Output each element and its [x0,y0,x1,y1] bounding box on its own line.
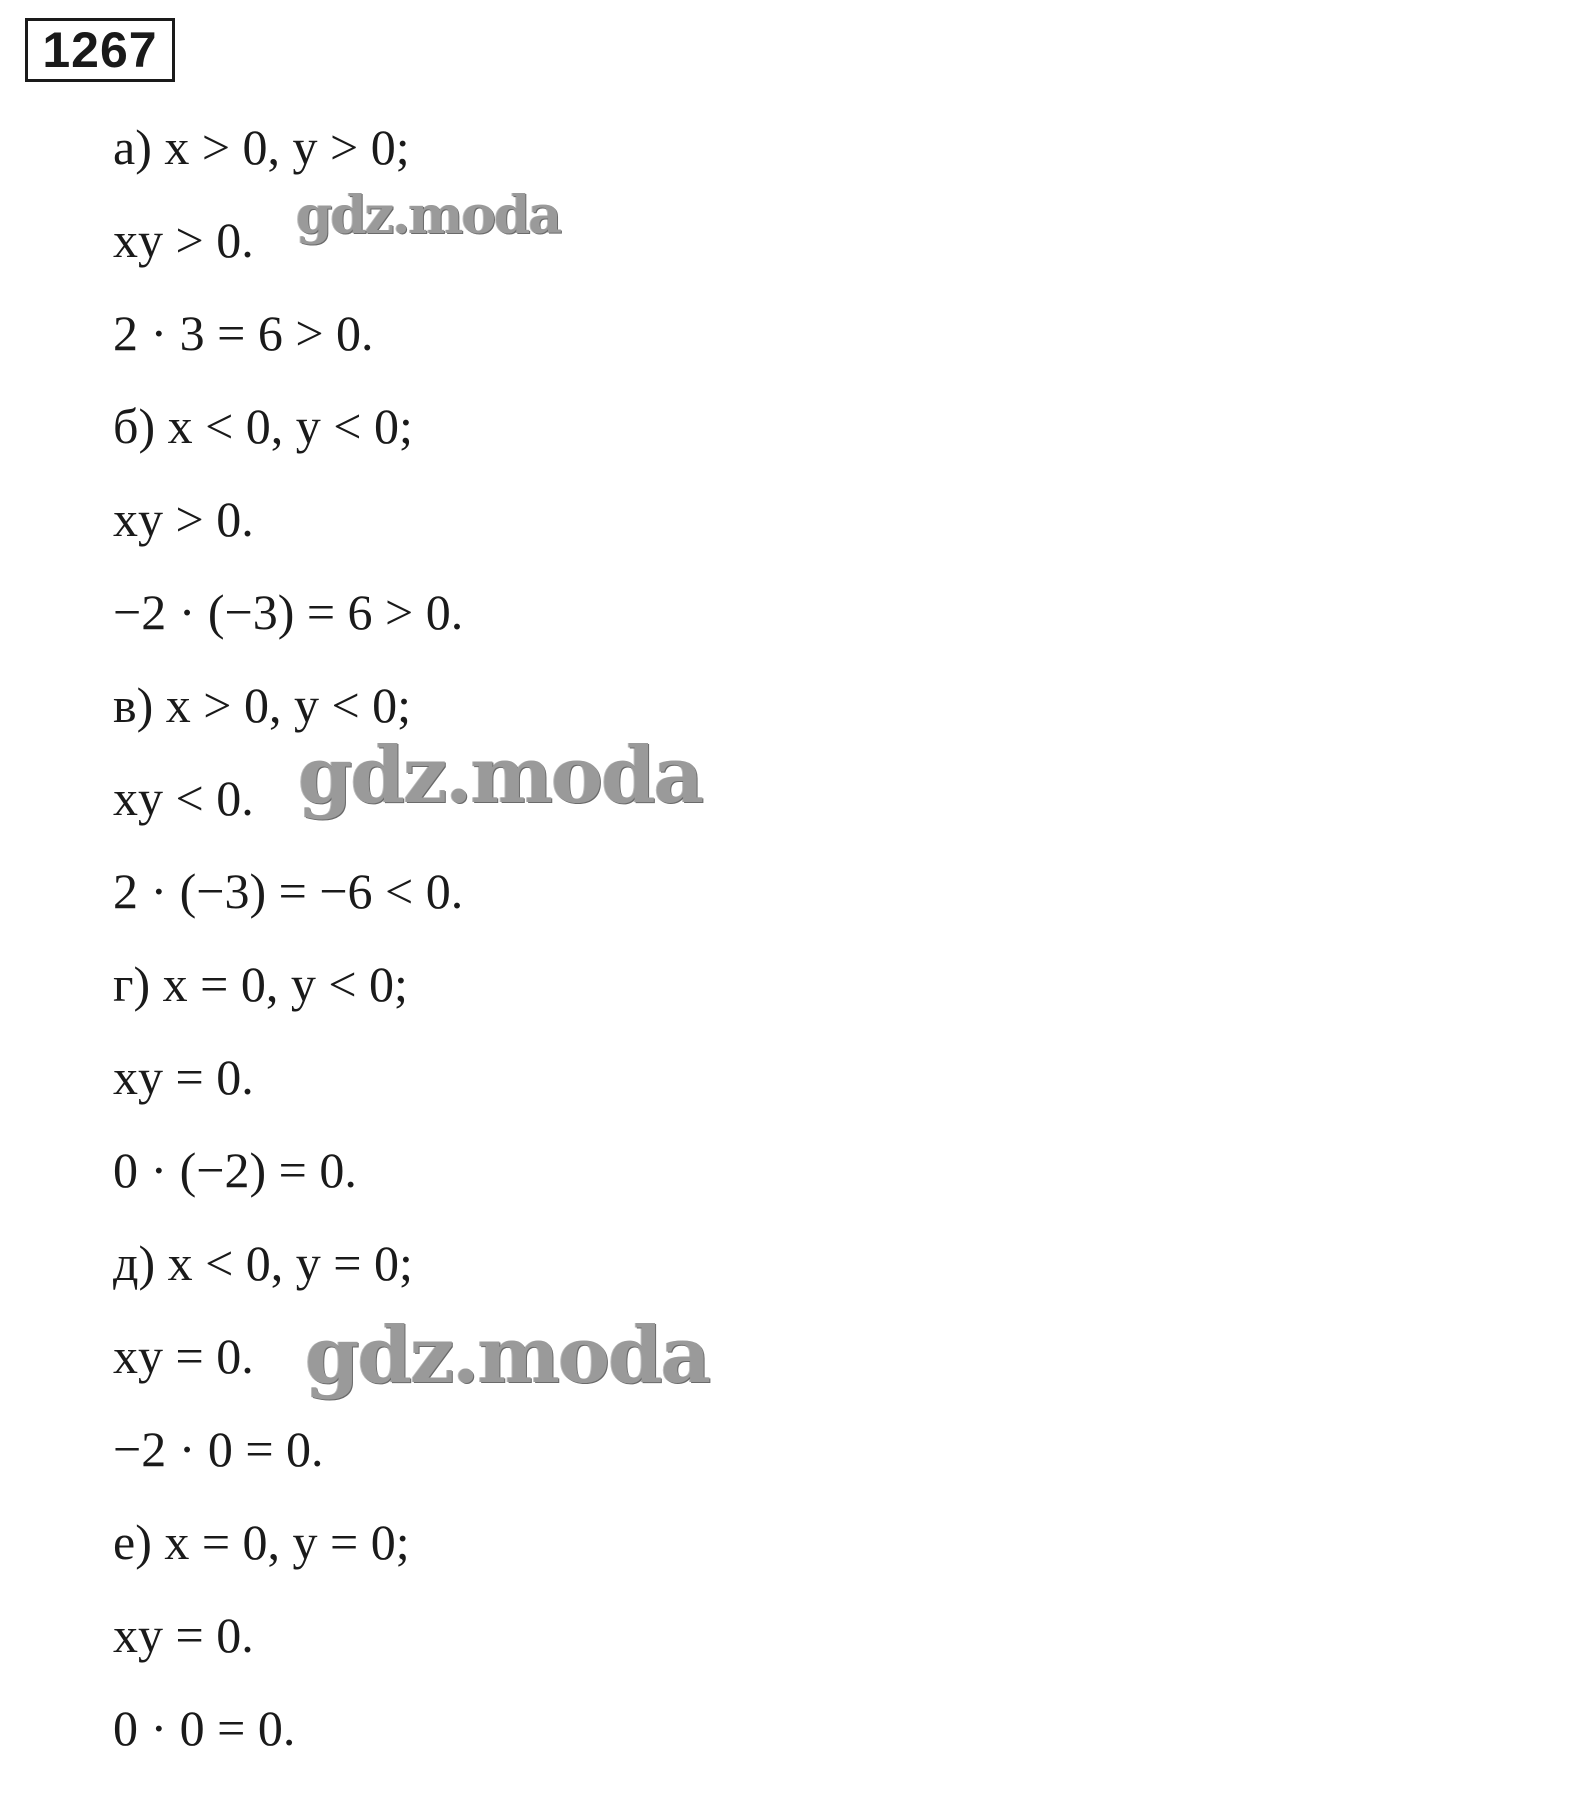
example-a: 2 · 3 = 6 > 0. [113,304,374,361]
result-v: xy < 0. [113,769,254,826]
condition-e: е) x = 0, y = 0; [113,1513,410,1570]
condition-v: в) x > 0, y < 0; [113,676,412,733]
result-b: xy > 0. [113,490,254,547]
watermark: gdz.moda [296,185,561,246]
result-g: xy = 0. [113,1048,254,1105]
condition-g: г) x = 0, y < 0; [113,955,408,1012]
condition-a: а) x > 0, y > 0; [113,118,410,175]
condition-b: б) x < 0, y < 0; [113,397,413,454]
result-d: xy = 0. [113,1327,254,1384]
example-d: −2 · 0 = 0. [113,1420,324,1477]
result-e: xy = 0. [113,1606,254,1663]
problem-number: 1267 [25,18,175,82]
solution-lines [113,100,1113,1774]
example-b: −2 · (−3) = 6 > 0. [113,583,464,640]
result-a: xy > 0. [113,211,254,268]
example-g: 0 · (−2) = 0. [113,1141,357,1198]
watermark: gdz.moda [298,730,703,821]
example-v: 2 · (−3) = −6 < 0. [113,862,464,919]
example-e: 0 · 0 = 0. [113,1699,296,1756]
watermark: gdz.moda [305,1310,710,1401]
condition-d: д) x < 0, y = 0; [113,1234,413,1291]
